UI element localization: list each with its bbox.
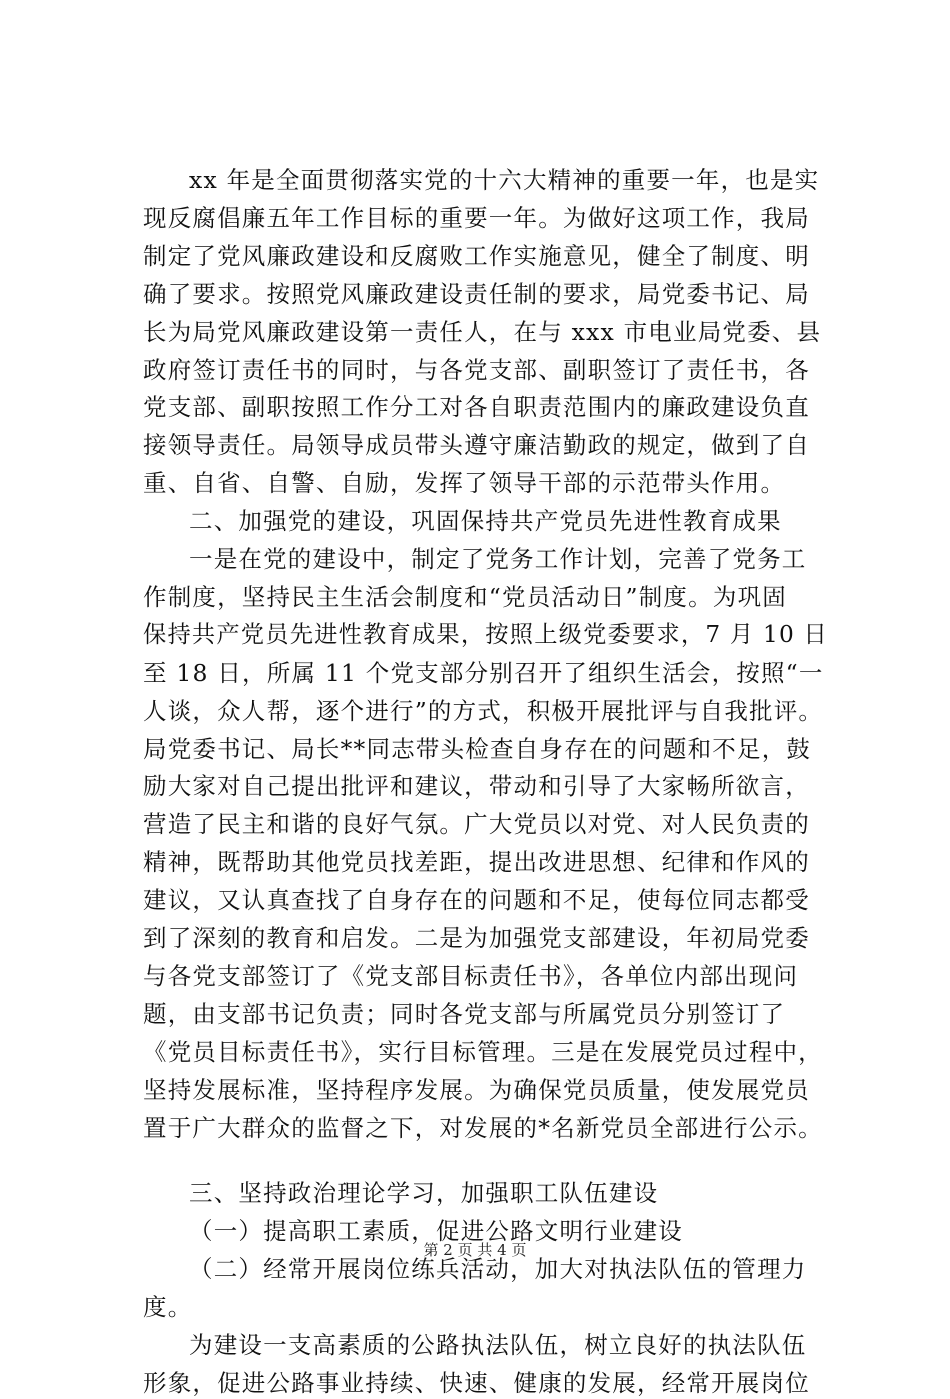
- para2-line-12: 与各党支部签订了《党支部目标责任书》，各单位内部出现问: [143, 961, 799, 990]
- para2-line-9: 精神，既帮助其他党员找差距，提出改进思想、纪律和作风的: [143, 848, 810, 877]
- para2-line-10: 建议，又认真查找了自身存在的问题和不足，使每位同志都受: [143, 886, 810, 915]
- subsection-1: （一）提高职工素质，促进公路文明行业建设: [189, 1217, 683, 1246]
- para1-line-8: 接领导责任。局领导成员带头遵守廉洁勤政的规定，做到了自: [143, 431, 810, 460]
- para1-line-7: 党支部、副职按照工作分工对各自职责范围内的廉政建设负直: [143, 393, 810, 422]
- para2-line-8: 营造了民主和谐的良好气氛。广大党员以对党、对人民负责的: [143, 810, 810, 839]
- para3-line-1: 为建设一支高素质的公路执法队伍，树立良好的执法队伍: [189, 1331, 807, 1359]
- para2-line-15: 坚持发展标准，坚持程序发展。为确保党员质量，使发展党员: [143, 1075, 810, 1104]
- para2-line-7: 励大家对自己提出批评和建议，带动和引导了大家畅所欲言，: [143, 772, 810, 801]
- page-number-label: 第 2 页 共 4 页: [423, 1241, 527, 1259]
- para1-line-2: 现反腐倡廉五年工作目标的重要一年。为做好这项工作，我局: [143, 203, 810, 232]
- para2-line-2: 作制度，坚持民主生活会制度和“党员活动日”制度。为巩固: [143, 582, 787, 611]
- para1-line-5: 长为局党风廉政建设第一责任人，在与 xxx 市电业局党委、县: [143, 317, 822, 346]
- section-heading-2: 二、加强党的建设，巩固保持共产党员先进性教育成果: [189, 507, 782, 536]
- para1-line-9: 重、自省、自警、自励，发挥了领导干部的示范带头作用。: [143, 469, 786, 498]
- subsection-2-line-2: 度。: [143, 1293, 193, 1322]
- para2-line-1: 一是在党的建设中，制定了党务工作计划，完善了党务工: [189, 545, 807, 573]
- para1-line-6: 政府签订责任书的同时，与各党支部、副职签订了责任书，各: [143, 355, 810, 384]
- para2-line-6: 局党委书记、局长**同志带头检查自身存在的问题和不足，鼓: [143, 734, 812, 763]
- para2-line-11: 到了深刻的教育和启发。二是为加强党支部建设，年初局党委: [143, 924, 810, 952]
- para2-line-16: 置于广大群众的监督之下，对发展的*名新党员全部进行公示。: [143, 1113, 823, 1142]
- para3-line-2: 形象，促进公路事业持续、快速、健康的发展，经常开展岗位: [143, 1368, 810, 1397]
- para2-line-13: 题，由支部书记负责；同时各党支部与所属党员分别签订了: [143, 999, 786, 1028]
- para2-line-3: 保持共产党员先进性教育成果，按照上级党委要求，7 月 10 日: [143, 620, 829, 648]
- para1-line-3: 制定了党风廉政建设和反腐败工作实施意见，健全了制度、明: [143, 241, 810, 270]
- para1-line-4: 确了要求。按照党风廉政建设责任制的要求，局党委书记、局: [143, 279, 810, 308]
- para2-line-5: 人谈，众人帮，逐个进行”的方式，积极开展批评与自我批评。: [143, 696, 824, 725]
- subsection-2-line-1: （二）经常开展岗位练兵活动，加大对执法队伍的管理力: [189, 1255, 807, 1284]
- para2-line-4: 至 18 日，所属 11 个党支部分别召开了组织生活会，按照“一: [143, 658, 824, 687]
- para1-line-1: xx 年是全面贯彻落实党的十六大精神的重要一年，也是实: [189, 166, 820, 194]
- para2-line-14: 《党员目标责任书》，实行目标管理。三是在发展党员过程中，: [143, 1037, 823, 1066]
- section-heading-3: 三、坚持政治理论学习，加强职工队伍建设: [189, 1179, 659, 1208]
